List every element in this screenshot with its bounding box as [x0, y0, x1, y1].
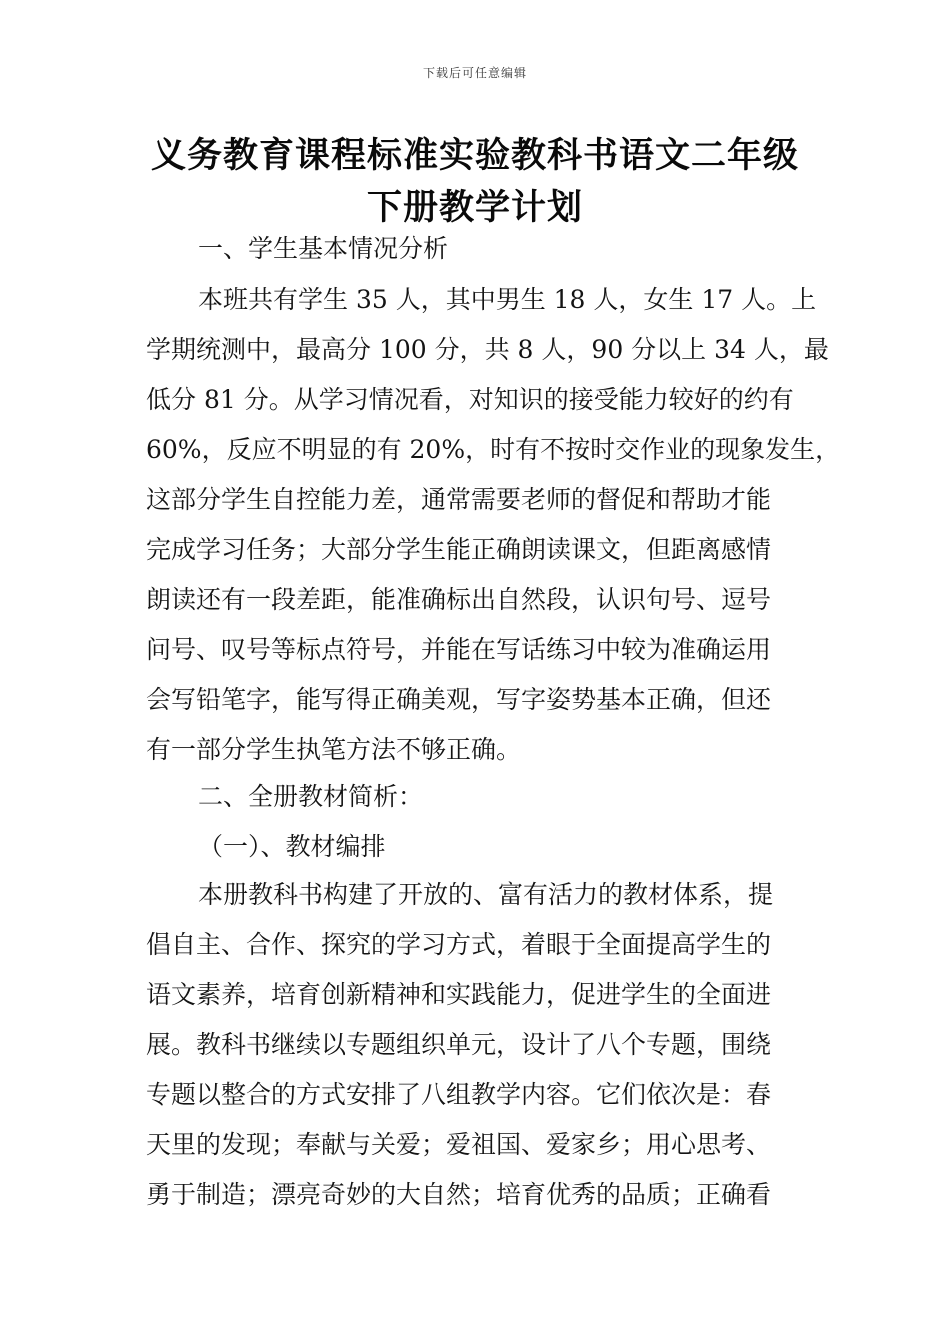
header-note: 下载后可任意编辑 — [422, 66, 527, 80]
section-2 — [146, 772, 846, 872]
paragraph-line: 朗读还有一段差距，能准确标出自然段，认识句号、逗号 — [146, 585, 772, 614]
document-title-line-2: 下册教学计划 — [366, 188, 583, 228]
section-1-paragraph — [146, 275, 846, 775]
paragraph-line: 完成学习任务；大部分学生能正确朗读课文，但距离感情 — [146, 535, 772, 564]
paragraph-line: 展。教科书继续以专题组织单元，设计了八个专题，围绕 — [146, 1030, 772, 1059]
paragraph-line: 本班共有学生 35 人，其中男生 18 人，女生 17 人。上 — [198, 285, 817, 314]
paragraph-line: 勇于制造；漂亮奇妙的大自然；培育优秀的品质；正确看 — [146, 1180, 772, 1209]
paragraph-line: 问号、叹号等标点符号，并能在写话练习中较为准确运用 — [146, 635, 772, 664]
paragraph-line: 天里的发现；奉献与关爱；爱祖国、爱家乡；用心思考、 — [146, 1130, 772, 1159]
document-title-line-1: 义务教育课程标准实验教科书语文二年级 — [150, 136, 799, 176]
paragraph-line: 有一部分学生执笔方法不够正确。 — [146, 735, 522, 764]
section-1-heading: 一、学生基本情况分析 — [198, 234, 449, 263]
paragraph-line: 学期统测中，最高分 100 分，共 8 人，90 分以上 34 人，最 — [146, 335, 829, 364]
section-2-heading: 二、全册教材简析： — [198, 782, 424, 811]
paragraph-line: 倡自主、合作、探究的学习方式，着眼于全面提高学生的 — [146, 930, 772, 959]
paragraph-line: 专题以整合的方式安排了八组教学内容。它们依次是：春 — [146, 1080, 772, 1109]
section-2-subheading: （一）、教材编排 — [198, 832, 386, 861]
paragraph-line: 本册教科书构建了开放的、富有活力的教材体系，提 — [198, 880, 774, 909]
section-1 — [146, 224, 846, 274]
paragraph-line: 语文素养，培育创新精神和实践能力，促进学生的全面进 — [146, 980, 772, 1009]
paragraph-line: 60%，反应不明显的有 20%，时有不按时交作业的现象发生， — [146, 435, 841, 464]
paragraph-line: 会写铅笔字，能写得正确美观，写字姿势基本正确，但还 — [146, 685, 772, 714]
paragraph-line: 这部分学生自控能力差，通常需要老师的督促和帮助才能 — [146, 485, 772, 514]
paragraph-line: 低分 81 分。从学习情况看，对知识的接受能力较好的约有 — [146, 385, 794, 414]
section-2-paragraph — [146, 870, 846, 1220]
